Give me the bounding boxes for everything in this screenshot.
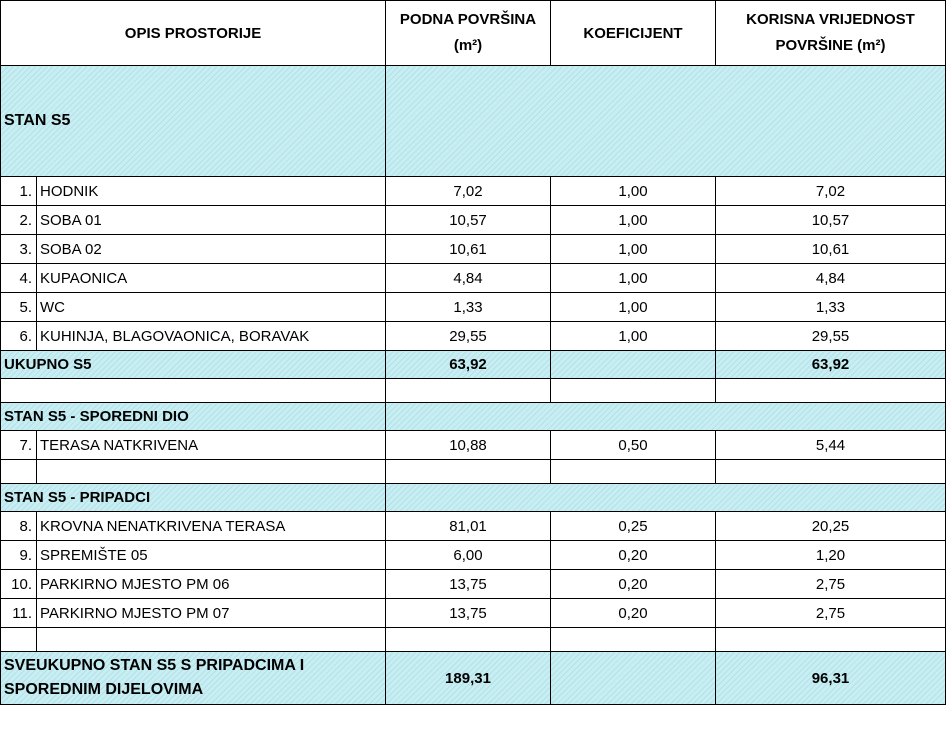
room-name: PARKIRNO MJESTO PM 06 — [37, 570, 386, 599]
subtotal-label-text: UKUPNO S5 — [4, 356, 92, 373]
room-name: SOBA 01 — [37, 206, 386, 235]
section-title-appurtenances-text: STAN S5 - PRIPADCI — [4, 489, 151, 506]
room-name: WC — [37, 293, 386, 322]
room-name: SPREMIŠTE 05 — [37, 541, 386, 570]
row-number: 1. — [1, 177, 37, 206]
header-description-label: OPIS PROSTORIJE — [124, 24, 262, 42]
row-number: 10. — [1, 570, 37, 599]
row-number: 2. — [1, 206, 37, 235]
spacer-cell — [1, 460, 37, 484]
table-row — [1, 570, 946, 599]
floor-area: 1,33 — [386, 293, 551, 322]
coefficient: 1,00 — [551, 206, 716, 235]
section-row-appurtenances — [1, 484, 946, 512]
header-coefficient — [551, 1, 716, 66]
room-name: SOBA 02 — [37, 235, 386, 264]
section-row-main — [1, 66, 946, 177]
table-row — [1, 599, 946, 628]
coefficient: 1,00 — [551, 293, 716, 322]
table-header-row — [1, 1, 946, 66]
section-title-appurtenances — [1, 484, 386, 512]
section-title-side-text: STAN S5 - SPOREDNI DIO — [4, 408, 189, 425]
coefficient: 0,50 — [551, 431, 716, 460]
row-number: 4. — [1, 264, 37, 293]
row-number: 3. — [1, 235, 37, 264]
spacer-row — [1, 379, 946, 403]
row-number: 6. — [1, 322, 37, 351]
header-usable-value-line1: KORISNA VRIJEDNOST — [746, 11, 915, 28]
row-number: 5. — [1, 293, 37, 322]
coefficient: 1,00 — [551, 264, 716, 293]
spacer-cell — [551, 460, 716, 484]
coefficient: 0,20 — [551, 541, 716, 570]
section-title-side-fill — [386, 403, 946, 431]
spacer-cell — [37, 628, 386, 652]
floor-area: 7,02 — [386, 177, 551, 206]
usable-value: 2,75 — [716, 570, 946, 599]
row-number: 11. — [1, 599, 37, 628]
floor-area: 6,00 — [386, 541, 551, 570]
grand-total-area: 189,31 — [386, 652, 551, 705]
table-row — [1, 293, 946, 322]
coefficient: 0,25 — [551, 512, 716, 541]
usable-value: 5,44 — [716, 431, 946, 460]
spacer-cell — [1, 628, 37, 652]
usable-value: 20,25 — [716, 512, 946, 541]
coefficient: 1,00 — [551, 177, 716, 206]
room-name: KROVNA NENATKRIVENA TERASA — [37, 512, 386, 541]
spacer-row — [1, 628, 946, 652]
section-row-side — [1, 403, 946, 431]
grand-total-label-line1: SVEUKUPNO STAN S5 S PRIPADCIMA I — [4, 657, 305, 674]
usable-value: 4,84 — [716, 264, 946, 293]
spacer-cell — [551, 379, 716, 403]
floor-area: 81,01 — [386, 512, 551, 541]
floor-area: 10,61 — [386, 235, 551, 264]
header-coefficient-label: KOEFICIJENT — [583, 24, 683, 42]
table-row — [1, 235, 946, 264]
spacer-cell — [716, 628, 946, 652]
room-name: HODNIK — [37, 177, 386, 206]
floor-area: 13,75 — [386, 570, 551, 599]
header-floor-area — [386, 1, 551, 66]
spacer-cell — [716, 379, 946, 403]
grand-total-label — [1, 652, 386, 705]
usable-value: 10,61 — [716, 235, 946, 264]
coefficient: 0,20 — [551, 599, 716, 628]
subtotal-area: 63,92 — [386, 351, 551, 379]
spacer-cell — [386, 460, 551, 484]
floor-area: 10,57 — [386, 206, 551, 235]
spacer-cell — [551, 628, 716, 652]
coefficient: 0,20 — [551, 570, 716, 599]
spacer-cell — [386, 628, 551, 652]
table-row — [1, 431, 946, 460]
floor-area: 10,88 — [386, 431, 551, 460]
table-row — [1, 264, 946, 293]
coefficient: 1,00 — [551, 322, 716, 351]
row-number: 7. — [1, 431, 37, 460]
spacer-cell — [716, 460, 946, 484]
section-title-side — [1, 403, 386, 431]
usable-value: 10,57 — [716, 206, 946, 235]
room-name: PARKIRNO MJESTO PM 07 — [37, 599, 386, 628]
spacer-row — [1, 460, 946, 484]
subtotal-label — [1, 351, 386, 379]
usable-value: 29,55 — [716, 322, 946, 351]
grand-total-value: 96,31 — [716, 652, 946, 705]
table-row — [1, 206, 946, 235]
section-title-appurtenances-fill — [386, 484, 946, 512]
floor-area: 29,55 — [386, 322, 551, 351]
usable-value: 2,75 — [716, 599, 946, 628]
header-usable-value-line2: POVRŠINE (m²) — [775, 37, 886, 54]
grand-total-coef-empty — [551, 652, 716, 705]
table-row — [1, 512, 946, 541]
table-row — [1, 541, 946, 570]
row-number: 8. — [1, 512, 37, 541]
header-description — [1, 1, 386, 66]
row-number: 9. — [1, 541, 37, 570]
subtotal-coef-empty — [551, 351, 716, 379]
floor-area: 13,75 — [386, 599, 551, 628]
room-name: TERASA NATKRIVENA — [37, 431, 386, 460]
header-floor-area-unit: (m²) — [453, 37, 483, 54]
subtotal-row — [1, 351, 946, 379]
room-name: KUHINJA, BLAGOVAONICA, BORAVAK — [37, 322, 386, 351]
spacer-cell — [386, 379, 551, 403]
usable-value: 1,33 — [716, 293, 946, 322]
spacer-cell — [1, 379, 386, 403]
floor-area: 4,84 — [386, 264, 551, 293]
room-name: KUPAONICA — [37, 264, 386, 293]
subtotal-value: 63,92 — [716, 351, 946, 379]
grand-total-row — [1, 652, 946, 705]
table-row — [1, 177, 946, 206]
header-usable-value — [716, 1, 946, 66]
section-title-main-fill — [386, 66, 946, 177]
section-title-main-text: STAN S5 — [4, 112, 71, 129]
coefficient: 1,00 — [551, 235, 716, 264]
usable-value: 1,20 — [716, 541, 946, 570]
grand-total-label-line2: SPOREDNIM DIJELOVIMA — [4, 681, 204, 698]
section-title-main — [1, 66, 386, 177]
header-floor-area-label: PODNA POVRŠINA — [399, 11, 537, 28]
usable-value: 7,02 — [716, 177, 946, 206]
table-row — [1, 322, 946, 351]
spacer-cell — [37, 460, 386, 484]
